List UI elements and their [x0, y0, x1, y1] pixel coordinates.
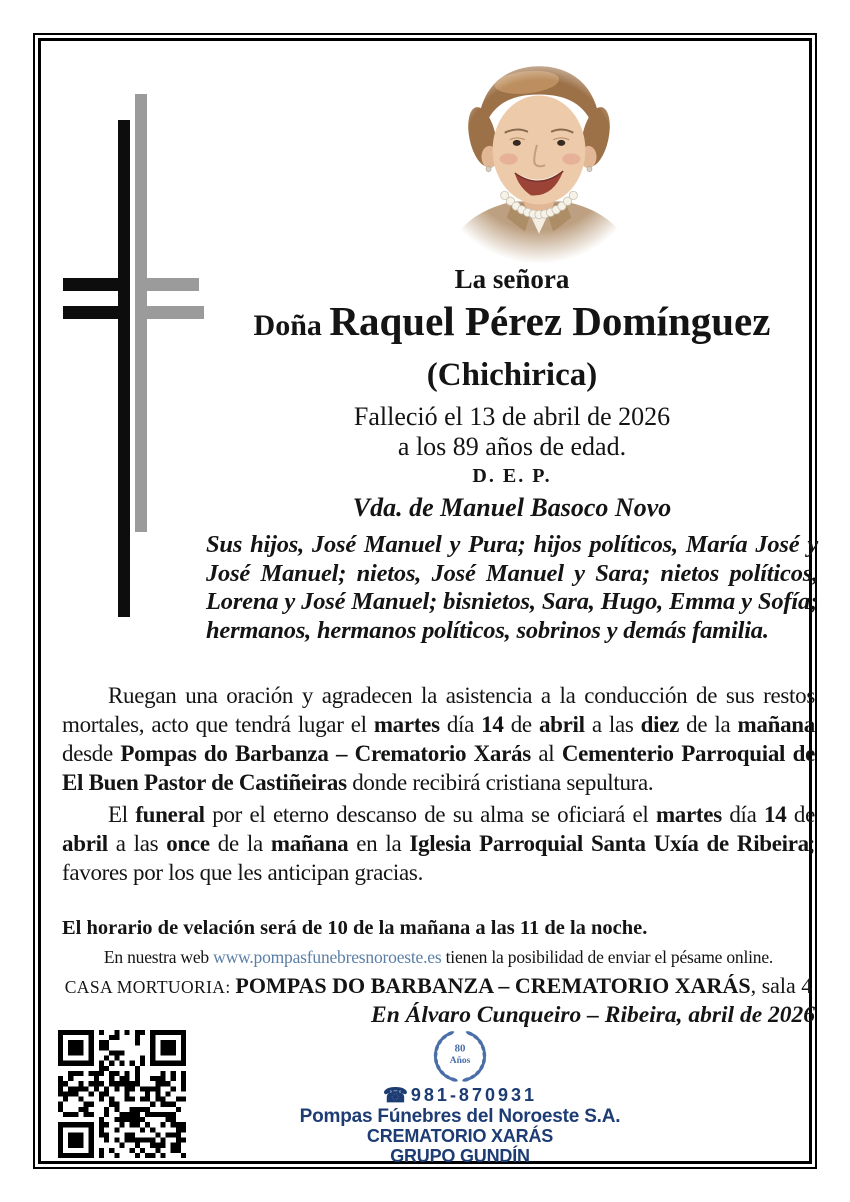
- group-name: GRUPO GUNDÍN: [390, 1145, 530, 1166]
- family-paragraph: Sus hijos, José Manuel y Pura; hijos políticos, María José y José Manuel; nietos, José Manuel y Sara; nietos políticos, Lorena y José Manuel; bisnietos, Sara, Hugo, Emma y Sofía; hermanos, hermanos políticos, sobrinos y demás familia.: [206, 531, 818, 644]
- age-line: a los 89 años de edad.: [397, 432, 627, 461]
- footer-block: [150, 1026, 770, 1166]
- funeral-paragraph: El funeral por el eterno descanso de su alma se oficiará el martes día 14 de abril a las once de la mañana en la Iglesia Parroquial Santa Uxía de Ribeira; favores por los que les anticipan gracias.: [62, 802, 816, 885]
- mortuary-line: [62, 973, 815, 999]
- salutation: La señora: [454, 264, 570, 294]
- cross-bar-black-arm-bottom: [63, 306, 130, 319]
- website-link[interactable]: www.pompasfunebresnoroeste.es: [213, 947, 442, 967]
- deceased-name-line: [206, 298, 818, 354]
- cross-bar-gray-arm-bottom: [135, 306, 204, 319]
- deceased-name: Raquel Pérez Domínguez: [329, 298, 771, 344]
- company-name: Pompas Fúnebres del Noroeste S.A.: [299, 1106, 621, 1127]
- mortuary-room: , sala 4: [750, 973, 813, 998]
- mortuary-label: CASA MORTUORIA:: [64, 977, 236, 997]
- place-date-line: En Álvaro Cunqueiro – Ribeira, abril de 2026: [371, 1002, 815, 1028]
- portrait-illustration: [428, 44, 650, 266]
- conduccion-paragraph: Ruegan una oración y agradecen la asistencia a la conducción de sus restos mortales, acto que tendrá lugar el martes día 14 de abril a las diez de la mañana desde Pompas do Barbanza – Crematorio Xarás al Cementerio Parroquial de El Buen Pastor de Castiñeiras donde recibirá cristiana sepultura.: [62, 683, 815, 795]
- cross-bar-black-vertical: [118, 120, 130, 617]
- death-date-line: Falleció el 13 de abril de 2026: [353, 402, 671, 431]
- header-block: [206, 264, 818, 523]
- anniversary-number: 80: [454, 1042, 466, 1055]
- cross-bar-black-arm-top: [63, 278, 130, 291]
- name-prefix: Doña: [253, 309, 330, 342]
- phone-number: 981-870931: [410, 1085, 537, 1105]
- mortuary-value: POMPAS DO BARBANZA – CREMATORIO XARÁS: [235, 973, 751, 998]
- anniversary-word: Años: [449, 1056, 471, 1067]
- portrait-photo: [428, 44, 650, 266]
- web-line-prefix: En nuestra web: [103, 947, 214, 967]
- body-text: [62, 681, 815, 887]
- nickname: (Chichirica): [426, 357, 598, 393]
- dep-abbreviation: D. E. P.: [472, 465, 552, 487]
- cross-icon: [58, 92, 210, 622]
- crematorium-name: CREMATORIO XARÁS: [366, 1126, 554, 1146]
- wake-hours-line: El horario de velación será de 10 de la mañana a las 11 de la noche.: [62, 917, 648, 939]
- laurel-wreath-icon: [421, 1026, 499, 1084]
- widow-line: Vda. de Manuel Basoco Novo: [352, 493, 672, 522]
- web-line-suffix: tienen la posibilidad de enviar el pésame online.: [441, 947, 774, 967]
- cross-bar-gray-arm-top: [135, 278, 199, 291]
- phone-line: [150, 1085, 770, 1107]
- web-condolence-line: [62, 947, 815, 968]
- phone-icon: ☎: [382, 1085, 408, 1107]
